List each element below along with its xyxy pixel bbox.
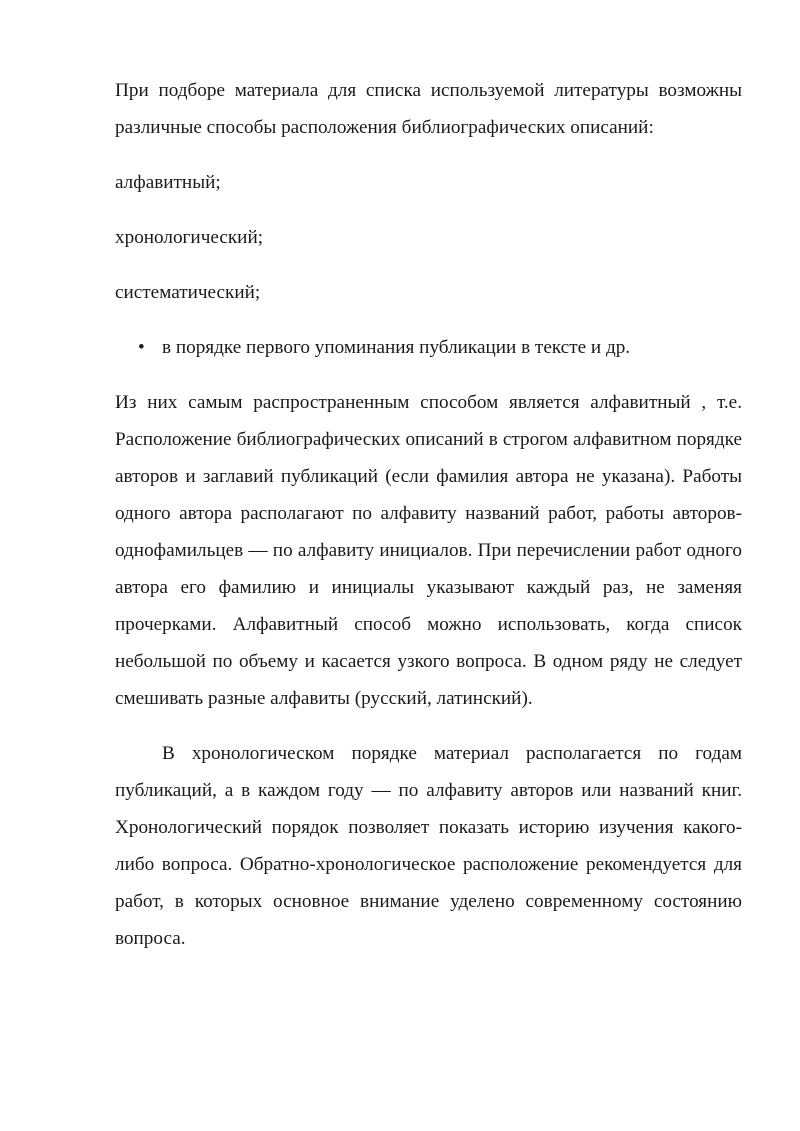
list-item bbox=[115, 329, 742, 366]
bullet-icon: • bbox=[138, 337, 145, 358]
method-systematic: систематический; bbox=[115, 282, 261, 303]
list-item-text: в порядке первого упоминания публикации в тексте и др. bbox=[162, 337, 631, 358]
chronological-paragraph: В хронологическом порядке материал располагается по годам публикаций, а в каждом году — по алфавиту авторов или названий книг. Хронологический порядок позволяет показать историю изучения какого-либо вопроса. Обратно-хронологическое расположение рекомендуется для работ, в которых основное внимание уделено современному состоянию вопроса. bbox=[115, 743, 742, 949]
intro-paragraph: При подборе материала для списка используемой литературы возможны различные способы расположения библиографических описаний: bbox=[115, 80, 742, 138]
alphabetical-paragraph: Из них самым распространенным способом является алфавитный , т.е. Расположение библиографических описаний в строгом алфавитном порядке авторов и заглавий публикаций (если фамилия автора не указана). Работы одного автора располагают по алфавиту названий работ, работы авторов-однофамильцев — по алфавиту инициалов. При перечислении работ одного автора его фамилию и инициалы указывают каждый раз, не заменяя прочерками. Алфавитный способ можно использовать, когда список небольшой по объему и касается узкого вопроса. В одном ряду не следует смешивать разные алфавиты (русский, латинский). bbox=[115, 392, 742, 709]
bullet-list bbox=[115, 329, 742, 366]
method-chronological: хронологический; bbox=[115, 227, 264, 248]
document-page bbox=[115, 72, 742, 957]
method-alphabetical: алфавитный; bbox=[115, 172, 221, 193]
